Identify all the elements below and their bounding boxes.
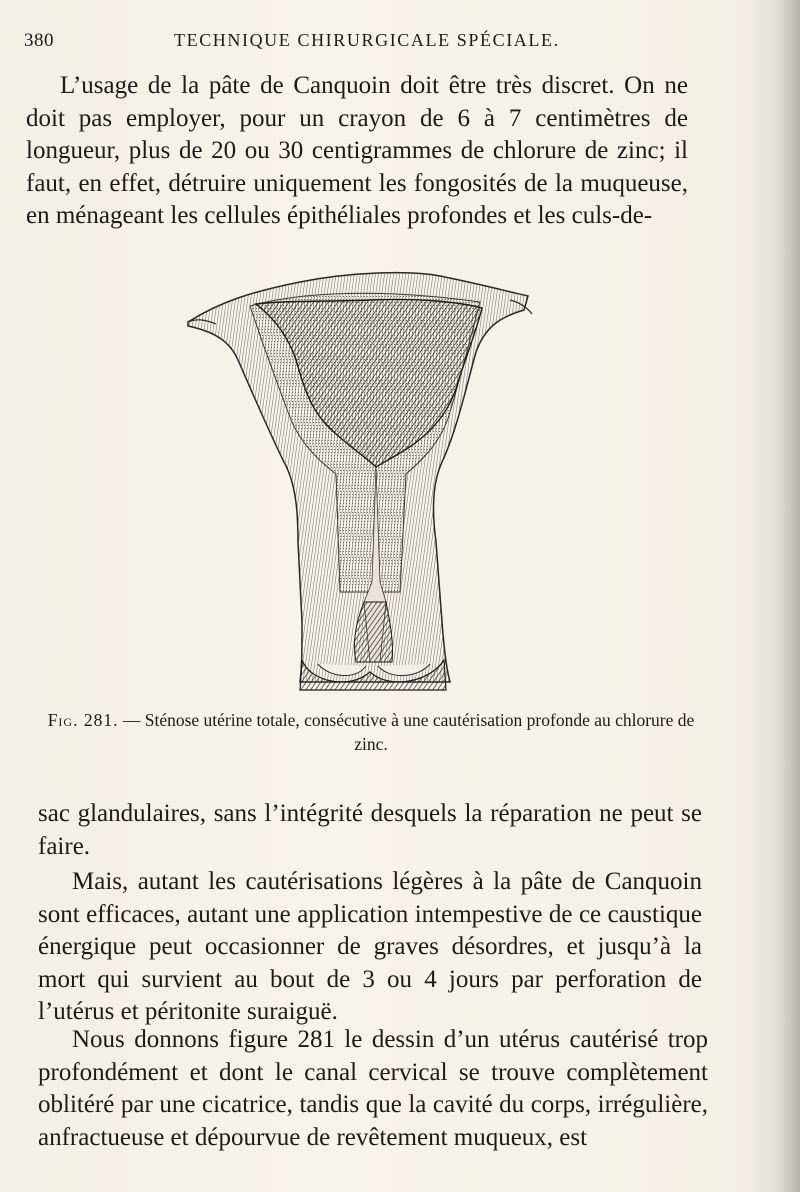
- paragraph-2: Mais, autant les cautérisations légères à la pâte de Canquoin sont efficaces, autant une application intempestive de ce caustique énergique peut occasionner de graves désordres, et jusqu’à la mort qui survient au bout de 3 ou 4 jours par perforation de l’utérus et péritonite suraiguë.: [38, 868, 702, 1025]
- page-number: 380: [24, 30, 54, 51]
- page-header: [24, 30, 714, 60]
- running-title: TECHNIQUE CHIRURGICALE SPÉCIALE.: [174, 30, 560, 50]
- figure-caption: [40, 708, 702, 756]
- paragraph-1: L’usage de la pâte de Canquoin doit être très discret. On ne doit pas employer, pour un crayon de 6 à 7 centimètres de longueur, plus de 20 ou 30 centigrammes de chlorure de zinc; il faut, en effet, détruire uniquement les fongosités de la muqueuse, en ménageant les cellules épithéliales profondes et les culs-de-: [26, 72, 688, 229]
- page-edge-shadow: [774, 0, 800, 1192]
- paragraph-3: Nous donnons figure 281 le dessin d’un utérus cautérisé trop profondément et dont le canal cervical se trouve complètement oblitéré par une cicatrice, tandis que la cavité du corps, irrégulière, anfractueuse et dépourvue de revêtement muqueux, est: [38, 1026, 708, 1151]
- figure-label: Fig. 281.: [47, 710, 119, 730]
- figure-caption-text: — Sténose utérine totale, consécutive à une cautérisation profonde au chlorure de zinc.: [122, 710, 695, 754]
- paragraph-1-continued: sac glandulaires, sans l’intégrité desquels la réparation ne peut se faire.: [38, 800, 702, 860]
- uterus-illustration: [180, 262, 540, 698]
